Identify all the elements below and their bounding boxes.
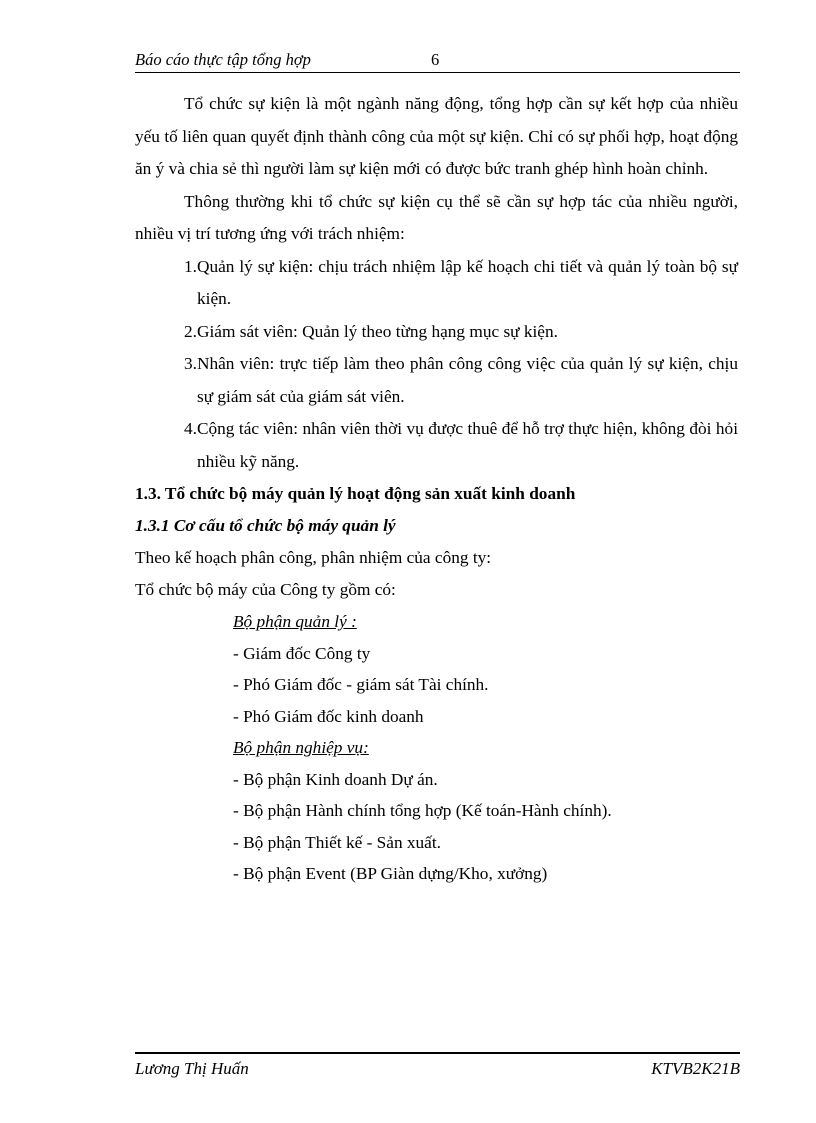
page-footer [135,1052,740,1084]
footer-author: Lương Thị Huấn [135,1059,249,1078]
list-item-text: Quản lý sự kiện: chịu trách nhiệm lập kế hoạch chi tiết và quản lý toàn bộ sự kiện. [197,256,738,308]
list-item: - Bộ phận Hành chính tổng hợp (Kế toán-Hành chính). [233,801,612,820]
page-body [135,88,738,890]
paragraph: Tổ chức sự kiện là một ngành năng động, tổng hợp cần sự kết hợp của nhiều yếu tố liên quan quyết định thành công của một sự kiện. Chỉ có sự phối hợp, hoạt động ăn ý và chia sẻ thì người làm sự kiện mới có được bức tranh ghép hình hoàn chỉnh. [135,94,738,178]
list-item [135,251,738,316]
list-item: - Phó Giám đốc kinh doanh [233,706,424,726]
list-item: - Bộ phận Event (BP Giàn dựng/Kho, xưởng) [233,864,548,883]
list-item-text: Cộng tác viên: nhân viên thời vụ được thuê để hỗ trợ thực hiện, không đòi hỏi nhiều kỹ năng. [197,419,738,471]
list-item: - Bộ phận Thiết kế - Sản xuất. [233,832,441,852]
management-group [135,606,738,732]
page-number: 6 [431,50,440,69]
list-item-number: 3. [184,354,197,373]
list-item [135,316,738,349]
page-header [135,50,740,73]
subsection-heading: 1.3.1 Cơ cấu tổ chức bộ máy quản lý [135,516,396,535]
intro-line: Theo kế hoạch phân công, phân nhiệm của công ty: [135,548,492,567]
list-item: - Giám đốc Công ty [233,643,371,663]
group-label: Bộ phận quản lý : [233,612,357,631]
footer-code: KTVB2K21B [651,1059,740,1078]
list-item-number: 1. [184,256,197,276]
list-item: - Bộ phận Kinh doanh Dự án. [233,769,438,789]
roles-list [135,251,738,479]
list-item-number: 4. [184,419,197,438]
list-item-number: 2. [184,321,197,341]
header-title: Báo cáo thực tập tổng hợp [135,50,311,69]
list-item [135,413,738,478]
group-label: Bộ phận nghiệp vụ: [233,738,369,757]
paragraph: Thông thường khi tổ chức sự kiện cụ thể sẽ cần sự hợp tác của nhiều người, nhiều vị trí tương ứng với trách nhiệm: [135,191,738,243]
list-item [135,348,738,413]
list-item: - Phó Giám đốc - giám sát Tài chính. [233,675,489,694]
operations-group [135,732,738,890]
list-item-text: Giám sát viên: Quản lý theo từng hạng mục sự kiện. [197,321,558,341]
intro-line: Tổ chức bộ máy của Công ty gồm có: [135,580,396,599]
section-heading: 1.3. Tổ chức bộ máy quản lý hoạt động sản xuất kinh doanh [135,484,576,503]
list-item-text: Nhân viên: trực tiếp làm theo phân công công việc của quản lý sự kiện, chịu sự giám sát của giám sát viên. [197,354,738,406]
